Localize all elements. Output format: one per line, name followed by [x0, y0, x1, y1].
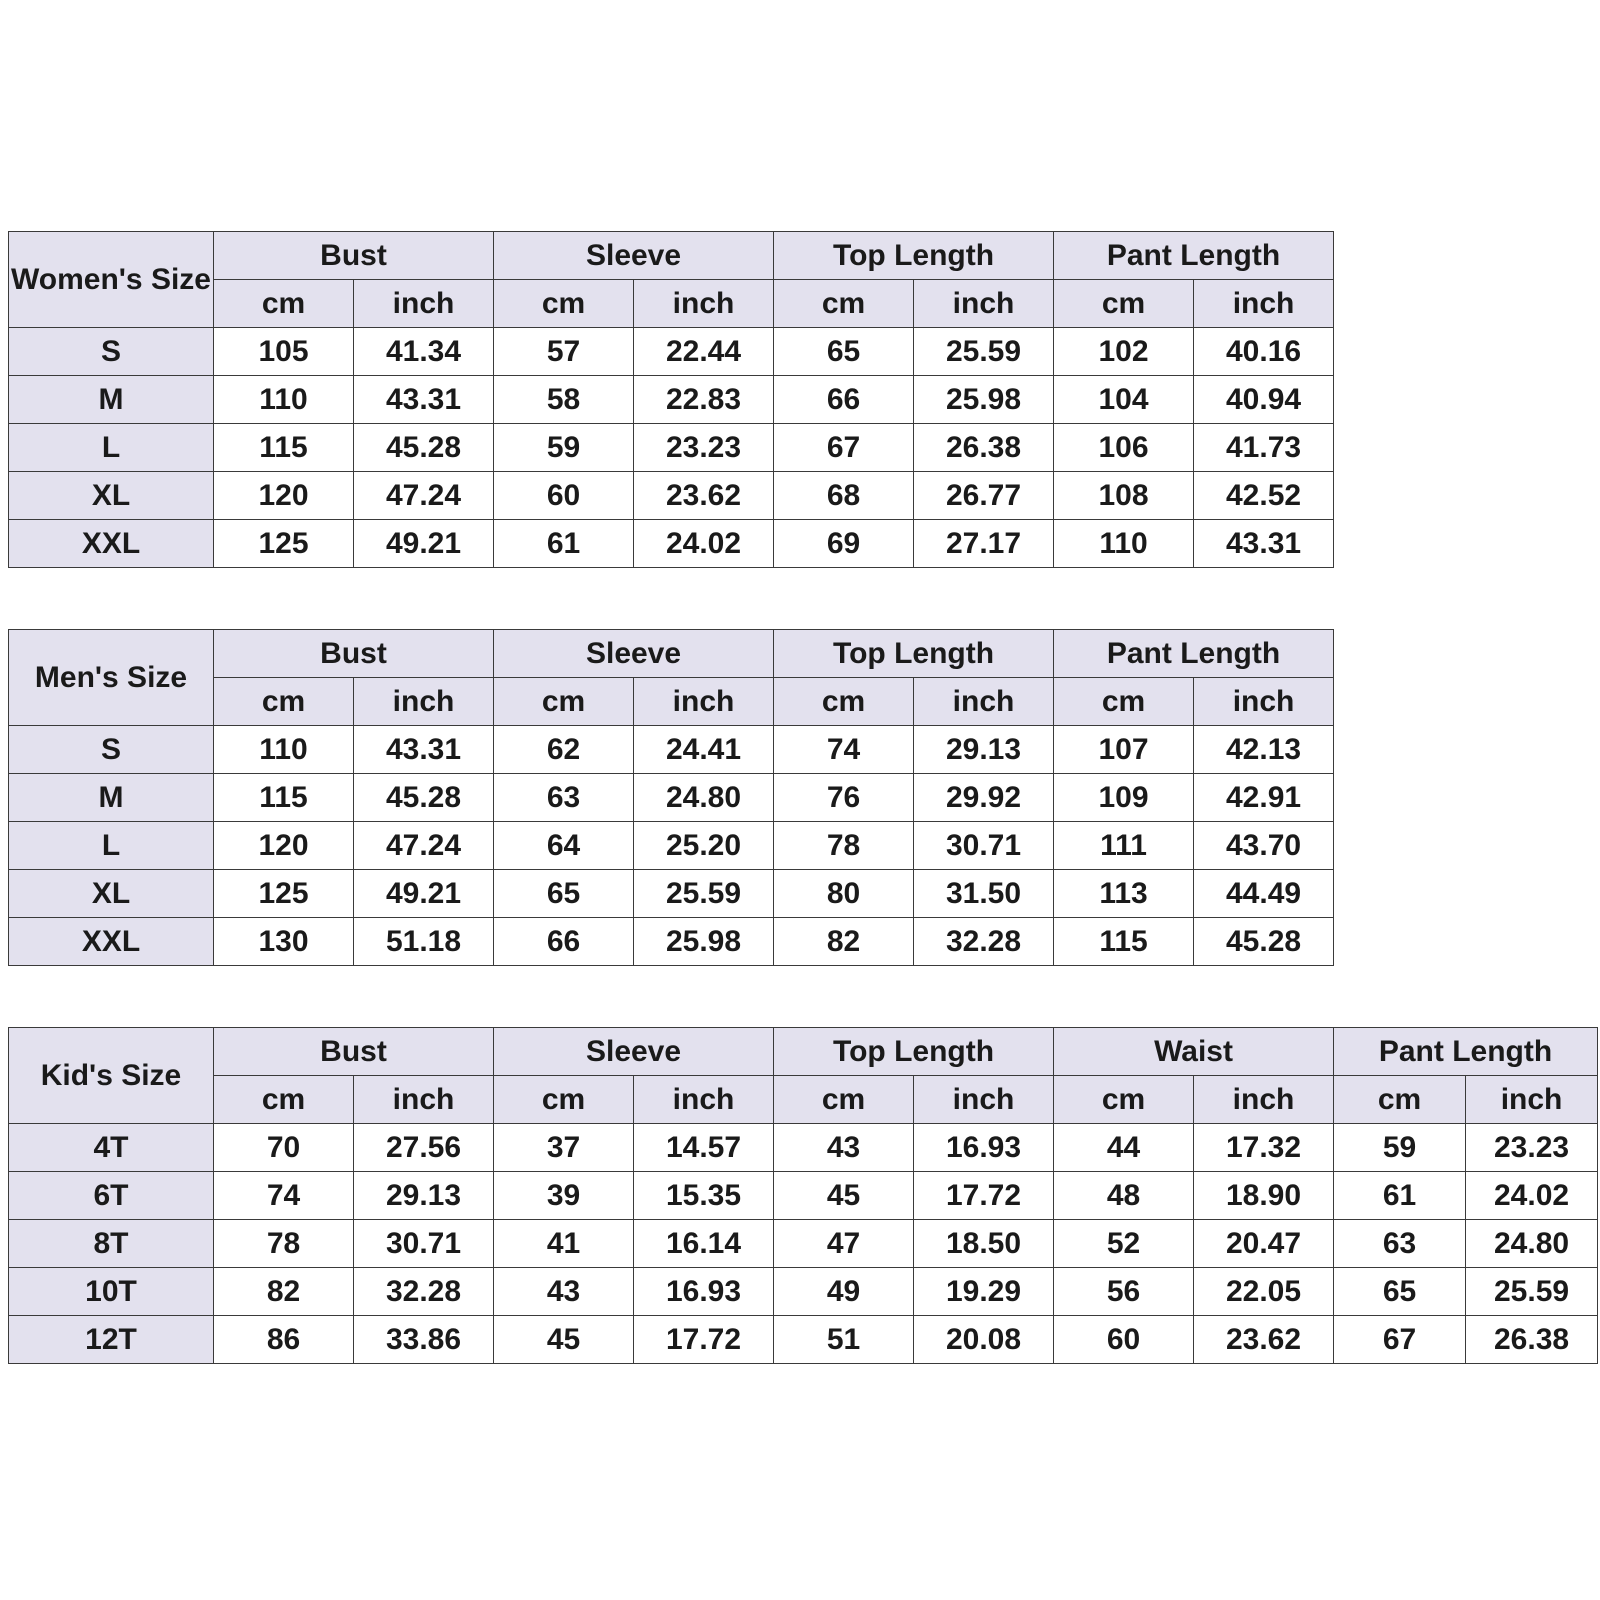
measurement-cell: 16.93: [914, 1124, 1054, 1172]
measurement-cell: 120: [214, 472, 354, 520]
measurement-cell: 41.73: [1194, 424, 1334, 472]
table-row: [9, 424, 1334, 472]
measurement-cell: 25.20: [634, 822, 774, 870]
size-label-cell: XL: [9, 472, 214, 520]
measurement-cell: 29.13: [354, 1172, 494, 1220]
measurement-cell: 107: [1054, 726, 1194, 774]
measurement-cell: 23.62: [634, 472, 774, 520]
measurement-cell: 42.91: [1194, 774, 1334, 822]
size-label-cell: 6T: [9, 1172, 214, 1220]
group-header-waist: Waist: [1054, 1028, 1334, 1076]
measurement-cell: 58: [494, 376, 634, 424]
measurement-cell: 64: [494, 822, 634, 870]
measurement-cell: 39: [494, 1172, 634, 1220]
measurement-cell: 78: [214, 1220, 354, 1268]
measurement-cell: 19.29: [914, 1268, 1054, 1316]
measurement-cell: 26.77: [914, 472, 1054, 520]
measurement-cell: 33.86: [354, 1316, 494, 1364]
measurement-cell: 51.18: [354, 918, 494, 966]
measurement-cell: 16.93: [634, 1268, 774, 1316]
unit-header-inch: inch: [914, 1076, 1054, 1124]
table-row: [9, 774, 1334, 822]
group-header-pant-length: Pant Length: [1334, 1028, 1598, 1076]
measurement-cell: 86: [214, 1316, 354, 1364]
measurement-cell: 68: [774, 472, 914, 520]
measurement-cell: 115: [1054, 918, 1194, 966]
measurement-cell: 110: [214, 726, 354, 774]
size-column-header: Men's Size: [9, 630, 214, 726]
measurement-cell: 22.05: [1194, 1268, 1334, 1316]
measurement-cell: 102: [1054, 328, 1194, 376]
measurement-cell: 18.50: [914, 1220, 1054, 1268]
measurement-cell: 63: [494, 774, 634, 822]
unit-header-cm: cm: [1054, 280, 1194, 328]
table-row: [9, 870, 1334, 918]
group-header-bust: Bust: [214, 630, 494, 678]
unit-header-cm: cm: [494, 1076, 634, 1124]
measurement-cell: 45: [774, 1172, 914, 1220]
unit-header-inch: inch: [1194, 1076, 1334, 1124]
measurement-cell: 120: [214, 822, 354, 870]
measurement-cell: 27.56: [354, 1124, 494, 1172]
measurement-cell: 69: [774, 520, 914, 568]
measurement-cell: 24.41: [634, 726, 774, 774]
size-label-cell: XXL: [9, 918, 214, 966]
measurement-cell: 125: [214, 520, 354, 568]
measurement-cell: 30.71: [914, 822, 1054, 870]
unit-header-inch: inch: [634, 280, 774, 328]
measurement-cell: 66: [774, 376, 914, 424]
group-header-row: [9, 630, 1334, 678]
table-row: [9, 918, 1334, 966]
mens-size-table: [8, 629, 1334, 966]
unit-header-cm: cm: [774, 678, 914, 726]
unit-header-inch: inch: [634, 1076, 774, 1124]
measurement-cell: 60: [1054, 1316, 1194, 1364]
unit-header-row: [9, 1076, 1598, 1124]
size-label-cell: L: [9, 424, 214, 472]
measurement-cell: 130: [214, 918, 354, 966]
group-header-bust: Bust: [214, 1028, 494, 1076]
measurement-cell: 78: [774, 822, 914, 870]
measurement-cell: 25.59: [634, 870, 774, 918]
measurement-cell: 76: [774, 774, 914, 822]
unit-header-cm: cm: [1334, 1076, 1466, 1124]
measurement-cell: 47: [774, 1220, 914, 1268]
measurement-cell: 104: [1054, 376, 1194, 424]
unit-header-inch: inch: [1466, 1076, 1598, 1124]
measurement-cell: 43: [494, 1268, 634, 1316]
measurement-cell: 110: [214, 376, 354, 424]
unit-header-cm: cm: [214, 280, 354, 328]
measurement-cell: 24.02: [1466, 1172, 1598, 1220]
unit-header-cm: cm: [1054, 1076, 1194, 1124]
measurement-cell: 108: [1054, 472, 1194, 520]
group-header-pant-length: Pant Length: [1054, 630, 1334, 678]
size-column-header: Kid's Size: [9, 1028, 214, 1124]
table-row: [9, 726, 1334, 774]
size-label-cell: 8T: [9, 1220, 214, 1268]
measurement-cell: 14.57: [634, 1124, 774, 1172]
size-label-cell: M: [9, 376, 214, 424]
measurement-cell: 17.32: [1194, 1124, 1334, 1172]
measurement-cell: 45: [494, 1316, 634, 1364]
measurement-cell: 115: [214, 424, 354, 472]
measurement-cell: 82: [774, 918, 914, 966]
measurement-cell: 24.80: [1466, 1220, 1598, 1268]
measurement-cell: 67: [1334, 1316, 1466, 1364]
measurement-cell: 59: [494, 424, 634, 472]
measurement-cell: 47.24: [354, 472, 494, 520]
measurement-cell: 23.23: [634, 424, 774, 472]
measurement-cell: 23.62: [1194, 1316, 1334, 1364]
measurement-cell: 51: [774, 1316, 914, 1364]
measurement-cell: 65: [494, 870, 634, 918]
group-header-top-length: Top Length: [774, 232, 1054, 280]
measurement-cell: 26.38: [914, 424, 1054, 472]
measurement-cell: 32.28: [914, 918, 1054, 966]
measurement-cell: 70: [214, 1124, 354, 1172]
unit-header-inch: inch: [1194, 280, 1334, 328]
measurement-cell: 47.24: [354, 822, 494, 870]
table-row: [9, 1316, 1598, 1364]
table-row: [9, 520, 1334, 568]
measurement-cell: 125: [214, 870, 354, 918]
unit-header-inch: inch: [354, 280, 494, 328]
measurement-cell: 106: [1054, 424, 1194, 472]
measurement-cell: 43.31: [1194, 520, 1334, 568]
measurement-cell: 111: [1054, 822, 1194, 870]
measurement-cell: 74: [214, 1172, 354, 1220]
measurement-cell: 18.90: [1194, 1172, 1334, 1220]
unit-header-cm: cm: [214, 1076, 354, 1124]
measurement-cell: 60: [494, 472, 634, 520]
unit-header-cm: cm: [494, 678, 634, 726]
measurement-cell: 37: [494, 1124, 634, 1172]
measurement-cell: 25.59: [1466, 1268, 1598, 1316]
measurement-cell: 30.71: [354, 1220, 494, 1268]
measurement-cell: 45.28: [1194, 918, 1334, 966]
measurement-cell: 45.28: [354, 774, 494, 822]
unit-header-inch: inch: [1194, 678, 1334, 726]
measurement-cell: 26.38: [1466, 1316, 1598, 1364]
measurement-cell: 105: [214, 328, 354, 376]
table-row: [9, 1268, 1598, 1316]
measurement-cell: 43.31: [354, 726, 494, 774]
table-row: [9, 1172, 1598, 1220]
measurement-cell: 62: [494, 726, 634, 774]
unit-header-cm: cm: [774, 1076, 914, 1124]
size-label-cell: XXL: [9, 520, 214, 568]
measurement-cell: 31.50: [914, 870, 1054, 918]
group-header-sleeve: Sleeve: [494, 630, 774, 678]
measurement-cell: 45.28: [354, 424, 494, 472]
unit-header-cm: cm: [1054, 678, 1194, 726]
measurement-cell: 115: [214, 774, 354, 822]
measurement-cell: 25.59: [914, 328, 1054, 376]
measurement-cell: 61: [1334, 1172, 1466, 1220]
measurement-cell: 61: [494, 520, 634, 568]
measurement-cell: 22.83: [634, 376, 774, 424]
measurement-cell: 59: [1334, 1124, 1466, 1172]
size-label-cell: 4T: [9, 1124, 214, 1172]
measurement-cell: 27.17: [914, 520, 1054, 568]
measurement-cell: 63: [1334, 1220, 1466, 1268]
unit-header-cm: cm: [494, 280, 634, 328]
measurement-cell: 43.70: [1194, 822, 1334, 870]
measurement-cell: 17.72: [914, 1172, 1054, 1220]
measurement-cell: 41.34: [354, 328, 494, 376]
measurement-cell: 66: [494, 918, 634, 966]
unit-header-inch: inch: [914, 280, 1054, 328]
group-header-bust: Bust: [214, 232, 494, 280]
kids-size-table: [8, 1027, 1598, 1364]
measurement-cell: 22.44: [634, 328, 774, 376]
measurement-cell: 44: [1054, 1124, 1194, 1172]
size-label-cell: S: [9, 328, 214, 376]
measurement-cell: 41: [494, 1220, 634, 1268]
measurement-cell: 52: [1054, 1220, 1194, 1268]
measurement-cell: 48: [1054, 1172, 1194, 1220]
measurement-cell: 23.23: [1466, 1124, 1598, 1172]
table-row: [9, 1124, 1598, 1172]
measurement-cell: 43: [774, 1124, 914, 1172]
group-header-row: [9, 1028, 1598, 1076]
measurement-cell: 16.14: [634, 1220, 774, 1268]
measurement-cell: 24.80: [634, 774, 774, 822]
table-row: [9, 472, 1334, 520]
table-row: [9, 822, 1334, 870]
table-row: [9, 328, 1334, 376]
group-header-sleeve: Sleeve: [494, 1028, 774, 1076]
size-label-cell: S: [9, 726, 214, 774]
measurement-cell: 65: [1334, 1268, 1466, 1316]
measurement-cell: 67: [774, 424, 914, 472]
measurement-cell: 49: [774, 1268, 914, 1316]
measurement-cell: 49.21: [354, 520, 494, 568]
measurement-cell: 56: [1054, 1268, 1194, 1316]
group-header-sleeve: Sleeve: [494, 232, 774, 280]
measurement-cell: 82: [214, 1268, 354, 1316]
size-column-header: Women's Size: [9, 232, 214, 328]
table-row: [9, 1220, 1598, 1268]
measurement-cell: 20.47: [1194, 1220, 1334, 1268]
measurement-cell: 29.13: [914, 726, 1054, 774]
measurement-cell: 20.08: [914, 1316, 1054, 1364]
unit-header-inch: inch: [354, 678, 494, 726]
size-label-cell: XL: [9, 870, 214, 918]
size-label-cell: M: [9, 774, 214, 822]
unit-header-cm: cm: [214, 678, 354, 726]
measurement-cell: 25.98: [914, 376, 1054, 424]
measurement-cell: 42.13: [1194, 726, 1334, 774]
measurement-cell: 80: [774, 870, 914, 918]
measurement-cell: 40.16: [1194, 328, 1334, 376]
size-label-cell: 10T: [9, 1268, 214, 1316]
measurement-cell: 57: [494, 328, 634, 376]
group-header-row: [9, 232, 1334, 280]
unit-header-inch: inch: [354, 1076, 494, 1124]
group-header-top-length: Top Length: [774, 1028, 1054, 1076]
unit-header-cm: cm: [774, 280, 914, 328]
unit-header-inch: inch: [914, 678, 1054, 726]
group-header-top-length: Top Length: [774, 630, 1054, 678]
womens-size-table: [8, 231, 1334, 568]
group-header-pant-length: Pant Length: [1054, 232, 1334, 280]
measurement-cell: 17.72: [634, 1316, 774, 1364]
table-row: [9, 376, 1334, 424]
measurement-cell: 29.92: [914, 774, 1054, 822]
measurement-cell: 109: [1054, 774, 1194, 822]
measurement-cell: 40.94: [1194, 376, 1334, 424]
measurement-cell: 74: [774, 726, 914, 774]
measurement-cell: 25.98: [634, 918, 774, 966]
measurement-cell: 113: [1054, 870, 1194, 918]
measurement-cell: 65: [774, 328, 914, 376]
measurement-cell: 44.49: [1194, 870, 1334, 918]
measurement-cell: 49.21: [354, 870, 494, 918]
measurement-cell: 32.28: [354, 1268, 494, 1316]
size-label-cell: L: [9, 822, 214, 870]
measurement-cell: 24.02: [634, 520, 774, 568]
measurement-cell: 43.31: [354, 376, 494, 424]
unit-header-inch: inch: [634, 678, 774, 726]
measurement-cell: 15.35: [634, 1172, 774, 1220]
measurement-cell: 110: [1054, 520, 1194, 568]
size-label-cell: 12T: [9, 1316, 214, 1364]
measurement-cell: 42.52: [1194, 472, 1334, 520]
